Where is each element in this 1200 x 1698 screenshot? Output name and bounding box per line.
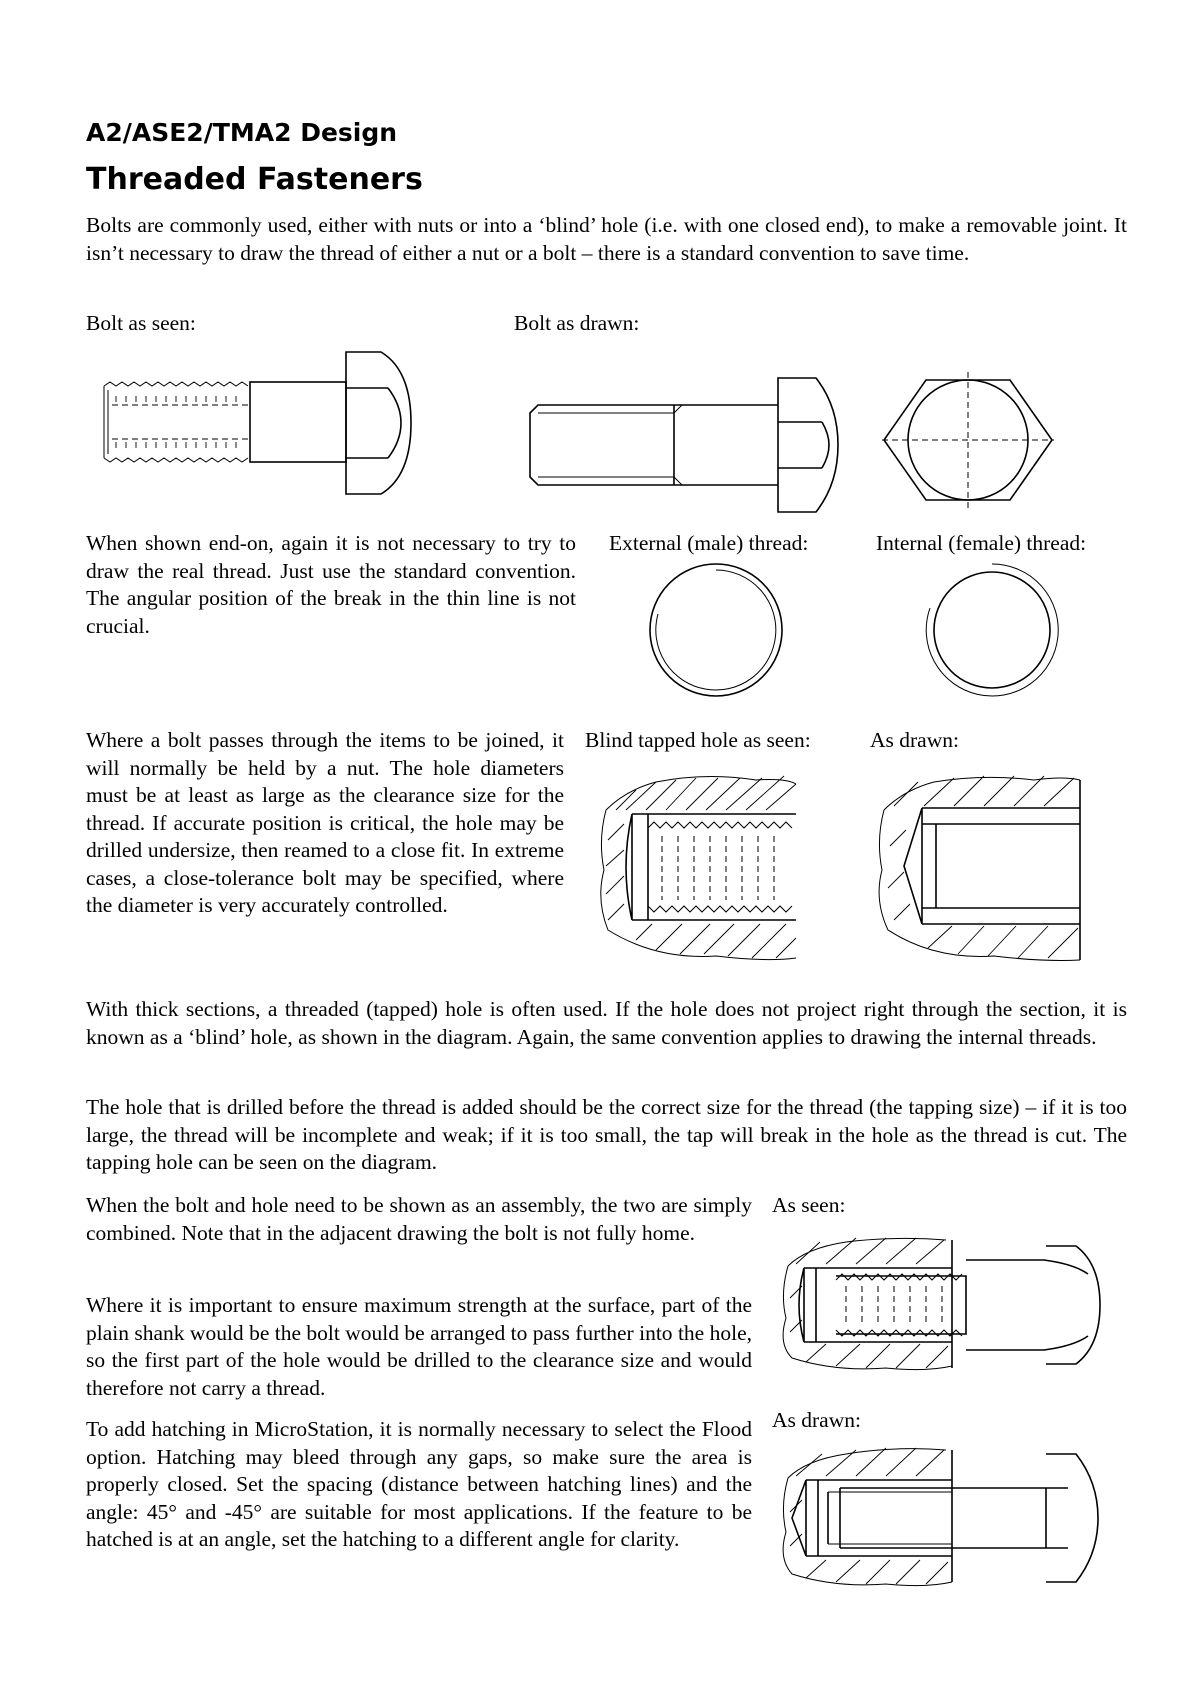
caption-bolt-seen: Bolt as seen: [86, 311, 196, 335]
blind-hole-seen-figure [596, 770, 802, 964]
assembly-paragraph: When the bolt and hole need to be shown as an assembly, the two are simply combined. Note that in the adjacent drawing the bolt is not fully home. [86, 1193, 752, 1245]
caption-as-drawn: As drawn: [870, 728, 959, 752]
caption-bolt-drawn: Bolt as drawn: [514, 311, 640, 335]
bolt-drawn-figure [526, 376, 844, 514]
caption-external-thread: External (male) thread: [609, 531, 809, 555]
external-thread-figure [646, 560, 786, 700]
end-on-paragraph: When shown end-on, again it is not necessary to try to draw the real thread. Just use the standard convention. The angular position of the break in the thin line is not crucial. [86, 531, 576, 638]
max-strength-paragraph: Where it is important to ensure maximum strength at the surface, part of the plain shank would be the bolt would be arranged to pass further into the hole, so the first part of the hole would be drilled to the clearance size and would therefore not carry a thread. [86, 1293, 752, 1400]
intro-paragraph: Bolts are commonly used, either with nuts or into a ‘blind’ hole (i.e. with one closed end), to make a removable joint. It isn’t necessary to draw the thread of either a nut or a bolt – there is a standard convention to save time. [86, 213, 1127, 265]
caption-internal-thread: Internal (female) thread: [876, 531, 1087, 555]
tapping-hole-paragraph: The hole that is drilled before the thread is added should be the correct size for the thread (the tapping size) – if it is too large, the thread will be incomplete and weak; if it is too small, the tap will break in the hole as the thread is cut. The tapping hole can be seen on the diagram. [86, 1095, 1127, 1174]
caption-blind-seen: Blind tapped hole as seen: [585, 728, 811, 752]
hatching-paragraph: To add hatching in MicroStation, it is normally necessary to select the Flood option. Hatching may bleed through any gaps, so make sure the area is properly closed. Set the spacing (distance between hatching lines) and the angle: 45° and -45° are suitable for most applications. If the feature to be hatched is at an angle, set the hatching to a different angle for clarity. [86, 1417, 752, 1551]
through-bolt-paragraph: Where a bolt passes through the items to be joined, it will normally be held by a nut. The hole diameters must be at least as large as the clearance size for the thread. If accurate position is critical, the hole may be drilled undersize, then reamed to a close fit. In extreme cases, a close-tolerance bolt may be specified, where the diameter is very accurately controlled. [86, 728, 564, 917]
thick-sections-paragraph: With thick sections, a threaded (tapped) hole is often used. If the hole does not project right through the section, it is known as a ‘blind’ hole, as shown in the diagram. Again, the same convention applies to drawing the internal threads. [86, 997, 1127, 1049]
hex-end-view-figure [882, 372, 1052, 508]
internal-thread-figure [922, 560, 1062, 700]
caption-assembly-drawn: As drawn: [772, 1408, 861, 1432]
assembly-drawn-figure [776, 1442, 1106, 1590]
page-title: Threaded Fasteners [86, 162, 423, 197]
caption-assembly-seen: As seen: [772, 1193, 846, 1217]
blind-hole-drawn-figure [874, 770, 1084, 964]
bolt-seen-figure [96, 350, 416, 496]
assembly-seen-figure [776, 1234, 1106, 1374]
course-code: A2/ASE2/TMA2 Design [86, 118, 398, 147]
